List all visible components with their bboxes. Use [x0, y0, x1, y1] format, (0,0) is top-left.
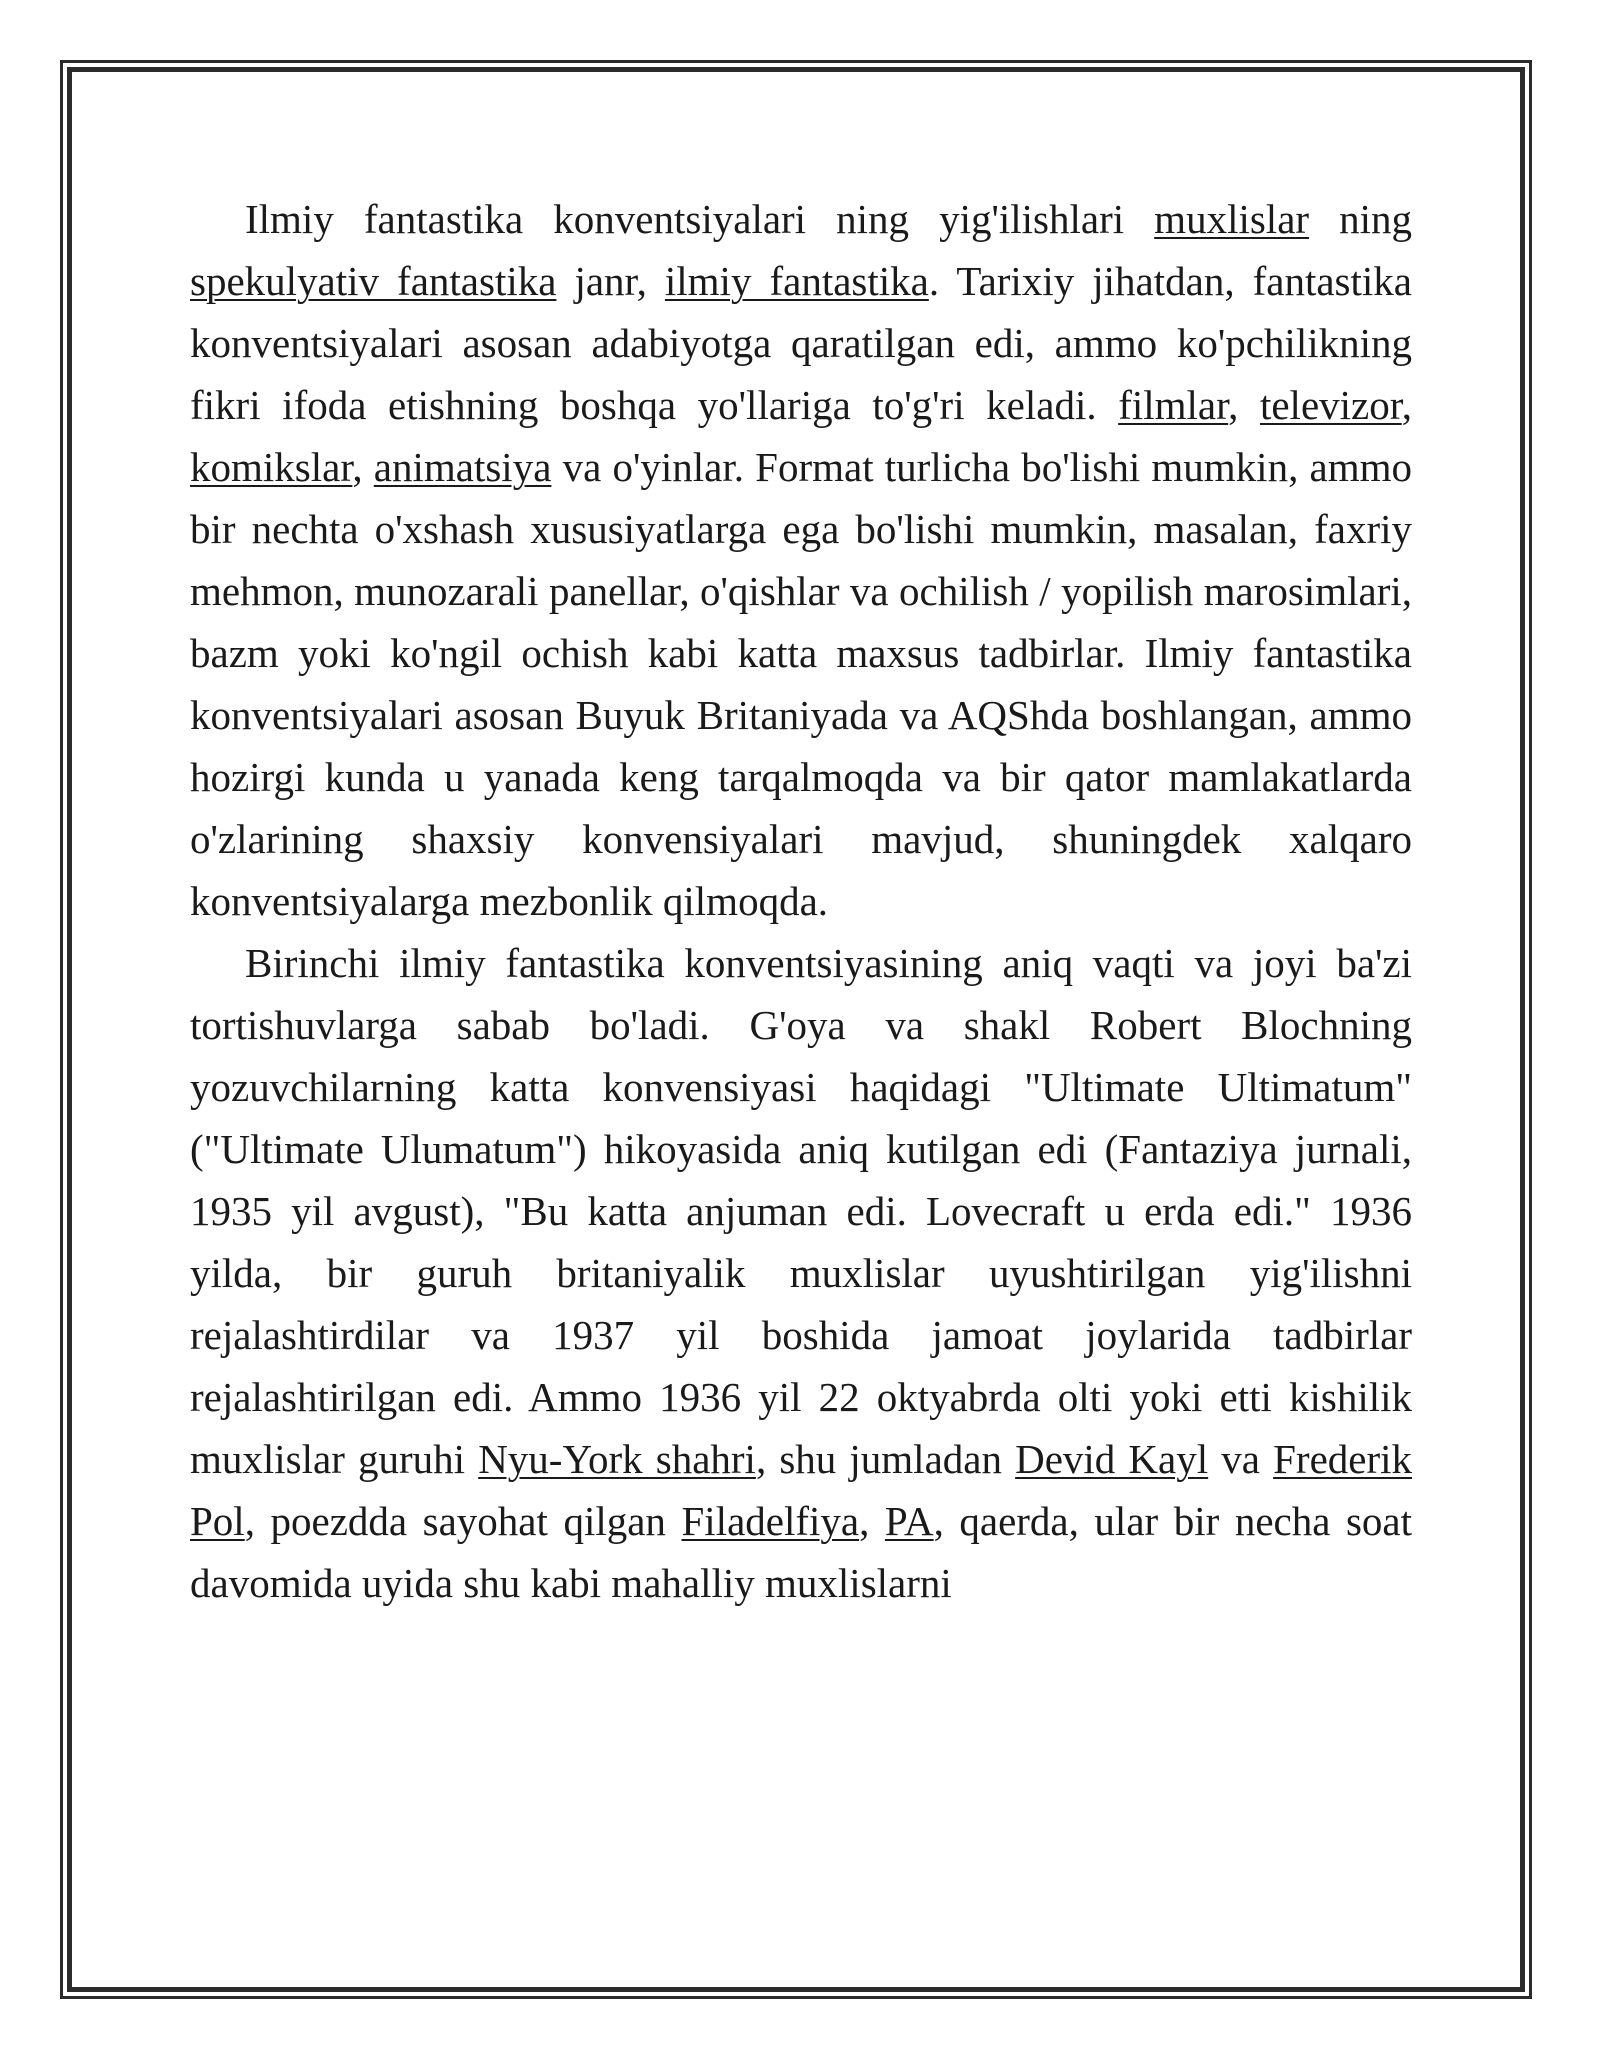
text-segment: Birinchi ilmiy fantastika konventsiyasining aniq vaqti va joyi ba'zi tortishuvlarga sabab bo'ladi. G'oya va shakl Robert Blochning yozuvchilarning katta konvensiyasi haqidagi "Ultimate Ultimatum" ("Ultimate Ulumatum") hikoyasida aniq kutilgan edi (Fantaziya jurnali, 1935 yil avgust), "Bu katta anjuman edi. Lovecraft u erda edi." 1936 yilda, bir guruh britaniyalik muxlislar uyushtirilgan yig'ilishni rejalashtirdilar va 1937 yil boshida jamoat joylarida tadbirlar rejalashtirilgan edi. Ammo 1936 yil 22 oktyabrda olti yoki etti kishilik muxlislar guruhi: [190, 940, 1412, 1482]
document-body: [190, 188, 1412, 1614]
link-televizor[interactable]: televizor: [1259, 382, 1402, 428]
text-segment: , shu jumladan: [755, 1436, 1016, 1482]
link-pa[interactable]: PA: [884, 1498, 934, 1544]
link-muxlislar[interactable]: muxlislar: [1154, 196, 1310, 242]
text-segment: , qaerda, ular bir necha soat davomida uyida shu kabi mahalliy muxlislarni: [190, 1498, 1413, 1606]
link-frederik-pol[interactable]: Frederik Pol: [190, 1436, 1413, 1544]
text-segment: va o'yinlar. Format turlicha bo'lishi mumkin, ammo bir nechta o'xshash xususiyatlarga ega bo'lishi mumkin, masalan, faxriy mehmon, munozarali panellar, o'qishlar va ochilish / yopilish marosimlari, bazm yoki ko'ngil ochish kabi katta maxsus tadbirlar. Ilmiy fantastika konventsiyalari asosan Buyuk Britaniyada va AQShda boshlangan, ammo hozirgi kunda u yanada keng tarqalmoqda va bir qator mamlakatlarda o'zlarining shaxsiy konvensiyalari mavjud, shuningdek xalqaro konventsiyalarga mezbonlik qilmoqda.: [190, 444, 1412, 924]
link-spekulyativ-fantastika[interactable]: spekulyativ fantastika: [190, 258, 557, 304]
text-segment: ,: [352, 444, 374, 490]
text-segment: ,: [859, 1498, 885, 1544]
link-animatsiya[interactable]: animatsiya: [373, 444, 552, 490]
link-filadelfiya[interactable]: Filadelfiya: [681, 1498, 860, 1544]
text-segment: ,: [1401, 382, 1412, 428]
paragraph-1: [190, 188, 1412, 932]
link-nyu-york-shahri[interactable]: Nyu-York shahri: [478, 1436, 756, 1482]
text-segment: janr,: [556, 258, 665, 304]
text-segment: ning: [1309, 196, 1412, 242]
text-segment: ,: [1228, 382, 1260, 428]
link-komikslar[interactable]: komikslar: [190, 444, 353, 490]
text-segment: , poezdda sayohat qilgan: [244, 1498, 682, 1544]
link-ilmiy-fantastika[interactable]: ilmiy fantastika: [664, 258, 929, 304]
link-filmlar[interactable]: filmlar: [1118, 382, 1229, 428]
paragraph-2: [190, 932, 1412, 1614]
text-segment: Ilmiy fantastika konventsiyalari ning yig'ilishlari: [245, 196, 1155, 242]
text-segment: . Tarixiy jihatdan, fantastika konventsiyalari asosan adabiyotga qaratilgan edi, ammo ko'pchilikning fikri ifoda etishning boshqa yo'llariga to'g'ri keladi.: [190, 258, 1412, 428]
text-segment: va: [1208, 1436, 1274, 1482]
link-devid-kayl[interactable]: Devid Kayl: [1015, 1436, 1209, 1482]
